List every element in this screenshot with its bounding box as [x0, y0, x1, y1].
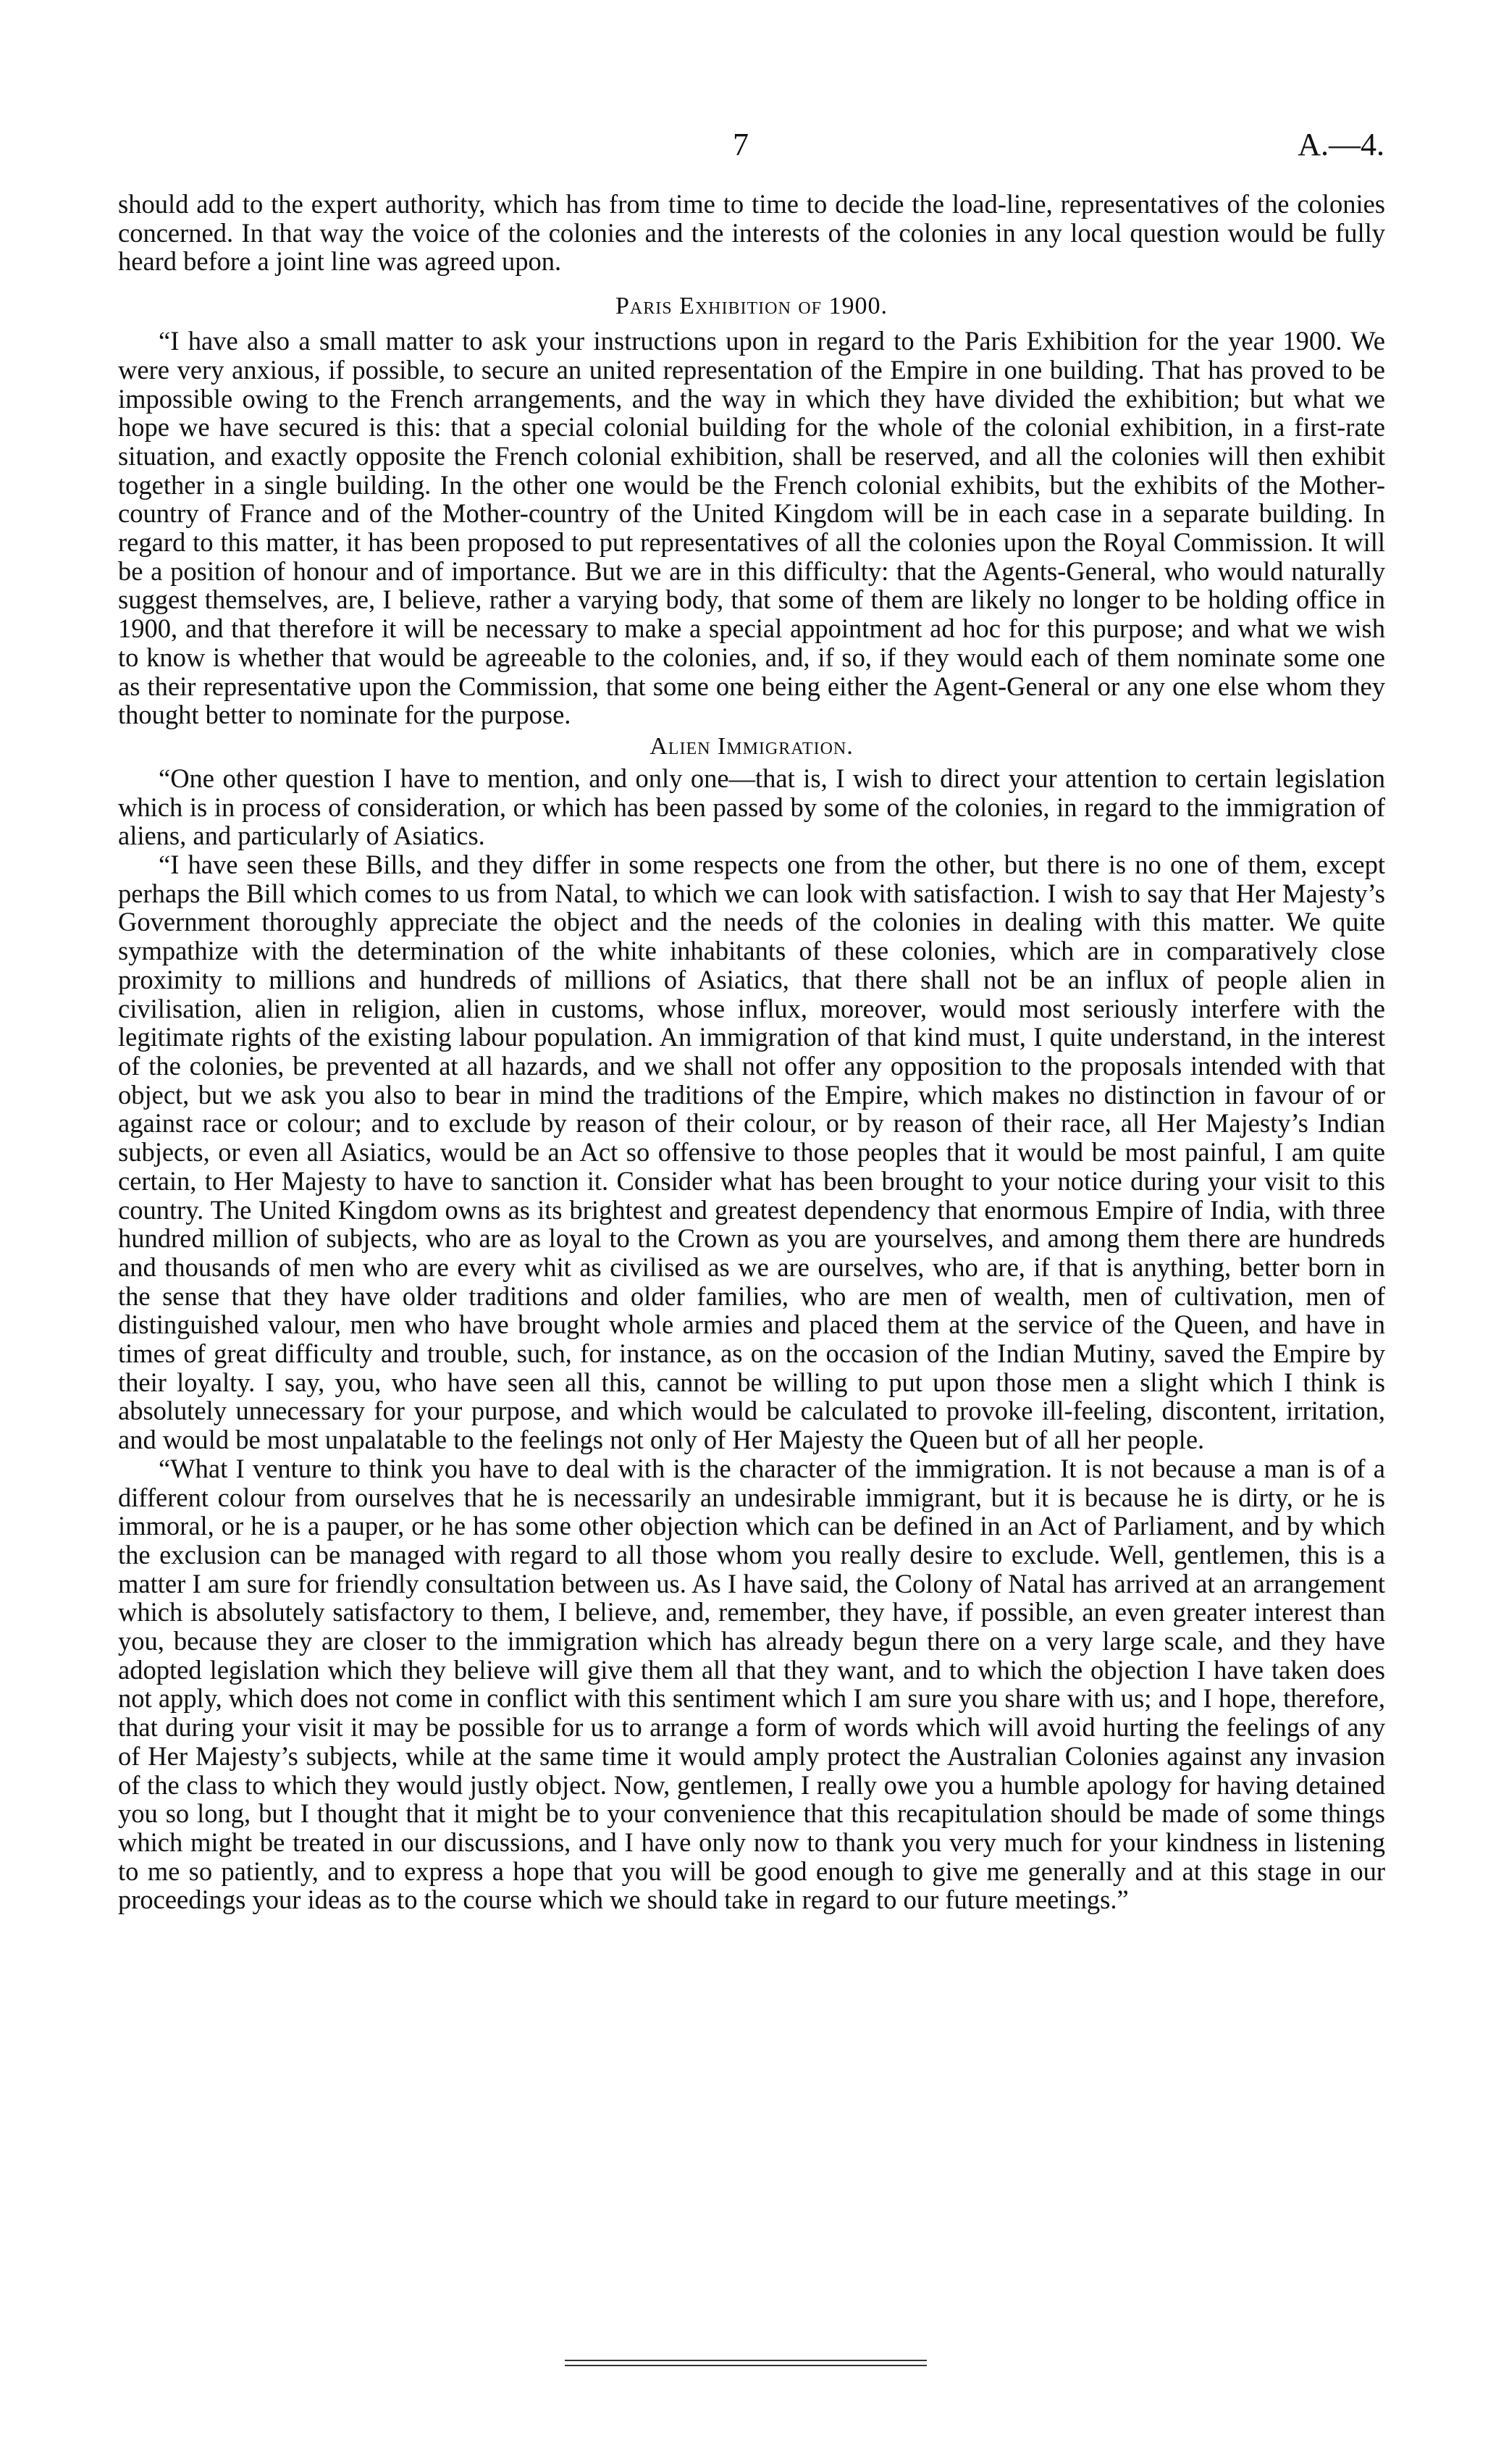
- document-body: [118, 190, 1385, 1914]
- paris-exhibition-paragraph: “I have also a small matter to ask your instructions upon in regard to the Paris Exhibition for the year 1900. We were very anxious, if possible, to secure an united representation of the Empire in one building. That has proved to be impossible owing to the French arrangements, and the way in which they have divided the exhibition; but what we hope we have secured is this: that a special colonial building for the whole of the colonial exhibition, in a first-rate situation, and exactly opposite the French colonial exhibition, shall be reserved, and all the colonies will then exhibit together in a single building. In the other one would be the French colonial exhibits, but the exhibits of the Mother-country of France and of the Mother-country of the United Kingdom will be in each case in a separate building. In regard to this matter, it has been proposed to put representatives of all the colonies upon the Royal Commission. It will be a position of honour and of importance. But we are in this difficulty: that the Agents-General, who would naturally suggest themselves, are, I believe, rather a varying body, that some of them are likely no longer to be holding office in 1900, and that therefore it will be necessary to make a special appointment ad hoc for this purpose; and what we wish to know is whether that would be agreeable to the colonies, and, if so, if they would each of them nominate some one as their representative upon the Commission, that some one being either the Agent-General or any one else whom they thought better to nominate for the purpose.: [118, 326, 1385, 730]
- closing-rule-line: [565, 2365, 927, 2366]
- page-header: [0, 123, 1488, 167]
- closing-rule-line: [565, 2360, 927, 2361]
- section-heading-paris-exhibition: Paris Exhibition of 1900.: [615, 293, 888, 320]
- alien-immigration-paragraph-3: “What I venture to think you have to deal with is the character of the immigration. It is not because a man is of a different colour from ourselves that he is necessarily an undesirable immigrant, but it is because he is dirty, or he is immoral, or he is a pauper, or he has some other objection which can be defined in an Act of Parliament, and by which the exclusion can be managed with regard to all those whom you really desire to exclude. Well, gentlemen, this is a matter I am sure for friendly consultation between us. As I have said, the Colony of Natal has arrived at an arrangement which is absolutely satisfactory to them, I believe, and, remember, they have, if possible, an even greater interest than you, because they are closer to the immigration which has already begun there on a very large scale, and they have adopted legislation which they believe will give them all that they want, and to which the objection I have taken does not apply, which does not come in conflict with this sentiment which I am sure you share with us; and I hope, therefore, that during your visit it may be possible for us to arrange a form of words which will avoid hurting the feelings of any of Her Majesty’s subjects, while at the same time it would amply protect the Australian Colonies against any invasion of the class to which they would justly object. Now, gentlemen, I really owe you a humble apology for having detained you so long, but I thought that it might be to your convenience that this recapitulation should be made of some things which might be treated in our discussions, and I have only now to thank you very much for your kindness in listening to me so patiently, and to express a hope that you will be good enough to give me generally and at this stage in our proceedings your ideas as to the course which we should take in regard to our future meetings.”: [118, 1453, 1385, 1915]
- section-heading-alien-immigration: Alien Immigration.: [650, 732, 854, 760]
- intro-paragraph: should add to the expert authority, which has from time to time to decide the load-line, representatives of the colonies concerned. In that way the voice of the colonies and the interests of the colonies in any local question would be fully heard before a joint line was agreed upon.: [118, 189, 1385, 277]
- alien-immigration-paragraph-1: “One other question I have to mention, and only one—that is, I wish to direct your attention to certain legislation which is in process of consideration, or which has been passed by some of the colonies, in regard to the immigration of aliens, and particularly of Asiatics.: [118, 763, 1385, 851]
- closing-double-rule: [565, 2360, 927, 2370]
- document-reference: A.—4.: [1298, 127, 1384, 162]
- alien-immigration-paragraph-2: “I have seen these Bills, and they differ in some respects one from the other, but there is no one of them, except perhaps the Bill which comes to us from Natal, to which we can look with satisfaction. I wish to say that Her Majesty’s Government thoroughly appreciate the object and the needs of the colonies in dealing with this matter. We quite sympathize with the determination of the white inhabitants of these colonies, which are in comparatively close proximity to millions and hundreds of millions of Asiatics, that there shall not be an influx of people alien in civilisation, alien in religion, alien in customs, whose influx, moreover, would most seriously interfere with the legitimate rights of the existing labour population. An immigration of that kind must, I quite understand, in the interest of the colonies, be prevented at all hazards, and we shall not offer any opposition to the proposals intended with that object, but we ask you also to bear in mind the traditions of the Empire, which makes no distinction in favour of or against race or colour; and to exclude by reason of their colour, or by reason of their race, all Her Majesty’s Indian subjects, or even all Asiatics, would be an Act so offensive to those peoples that it would be most painful, I am quite certain, to Her Majesty to have to sanction it. Consider what has been brought to your notice during your visit to this country. The United Kingdom owns as its brightest and greatest dependency that enormous Empire of India, with three hundred million of subjects, who are as loyal to the Crown as you are yourselves, and among them there are hundreds and thousands of men who are every whit as civilised as we are ourselves, who are, if that is anything, better born in the sense that they have older traditions and older families, who are men of wealth, men of cultivation, men of distinguished valour, men who have brought whole armies and placed them at the service of the Queen, and have in times of great difficulty and trouble, such, for instance, as on the occasion of the Indian Mutiny, saved the Empire by their loyalty. I say, you, who have seen all this, cannot be willing to put upon those men a slight which I think is absolutely unnecessary for your purpose, and which would be calculated to provoke ill-feeling, discontent, irritation, and would be most unpalatable to the feelings not only of Her Majesty the Queen but of all her people.: [118, 850, 1385, 1455]
- page-number: 7: [733, 127, 749, 162]
